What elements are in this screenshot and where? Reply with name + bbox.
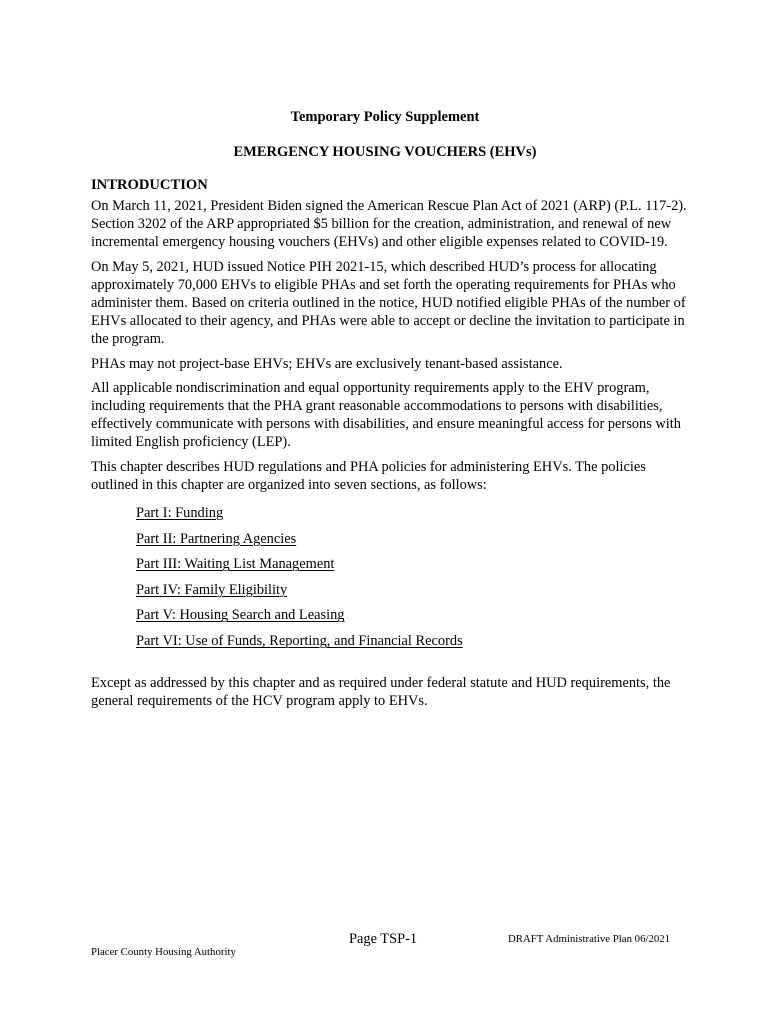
- toc-link-part-1[interactable]: Part I: Funding: [136, 505, 224, 522]
- footer-page-number: Page TSP-1: [349, 931, 418, 947]
- paragraph-closing: Except as addressed by this chapter and as required under federal statute and HUD requirements, the general requirements of the HCV program apply to EHVs.: [91, 674, 671, 709]
- toc-item: [136, 632, 691, 658]
- paragraph-arp: On March 11, 2021, President Biden signed the American Rescue Plan Act of 2021 (ARP) (P.L. 117-2). Section 3202 of the ARP appropriated $5 billion for the creation, administration, and renewal of new incremental emergency housing vouchers (EHVs) and other eligible expenses related to COVID-19.: [91, 198, 687, 251]
- toc-item: [136, 606, 691, 632]
- paragraph-project-base: PHAs may not project-base EHVs; EHVs are exclusively tenant-based assistance.: [91, 355, 563, 372]
- toc-link-part-2[interactable]: Part II: Partnering Agencies: [136, 530, 297, 547]
- document-body: [91, 176, 691, 710]
- footer-draft-label: DRAFT Administrative Plan 06/2021: [508, 933, 671, 945]
- toc-link-part-6[interactable]: Part VI: Use of Funds, Reporting, and Financial Records: [136, 633, 463, 650]
- paragraph-hud-notice: On May 5, 2021, HUD issued Notice PIH 2021-15, which described HUD’s process for allocating approximately 70,000 EHVs to eligible PHAs and set forth the operating requirements for PHAs who administer them. Based on criteria outlined in the notice, HUD notified eligible PHAs of the number of EHVs allocated to their agency, and PHAs were able to accept or decline the invitation to participate in the program.: [91, 258, 686, 348]
- paragraph-nondiscrimination: All applicable nondiscrimination and equal opportunity requirements apply to the EHV program, including requirements that the PHA grant reasonable accommodations to persons with disabilities, effectively communicate with persons with disabilities, and ensure meaningful access for persons with limited English proficiency (LEP).: [91, 379, 681, 451]
- toc-link-part-5[interactable]: Part V: Housing Search and Leasing: [136, 607, 345, 624]
- section-heading-introduction: INTRODUCTION: [91, 177, 208, 193]
- toc-item: [136, 581, 691, 607]
- document-title: Temporary Policy Supplement: [290, 109, 480, 125]
- toc-item: [136, 555, 691, 581]
- toc-link-part-4[interactable]: Part IV: Family Eligibility: [136, 581, 288, 598]
- toc-item: [136, 504, 691, 530]
- document-subtitle: EMERGENCY HOUSING VOUCHERS (EHVs): [233, 144, 537, 160]
- toc-item: [136, 530, 691, 556]
- footer-organization: Placer County Housing Authority: [91, 946, 236, 958]
- paragraph-chapter-overview: This chapter describes HUD regulations and PHA policies for administering EHVs. The policies outlined in this chapter are organized into seven sections, as follows:: [91, 458, 646, 493]
- toc-link-part-3[interactable]: Part III: Waiting List Management: [136, 556, 335, 573]
- table-of-contents: [136, 504, 691, 658]
